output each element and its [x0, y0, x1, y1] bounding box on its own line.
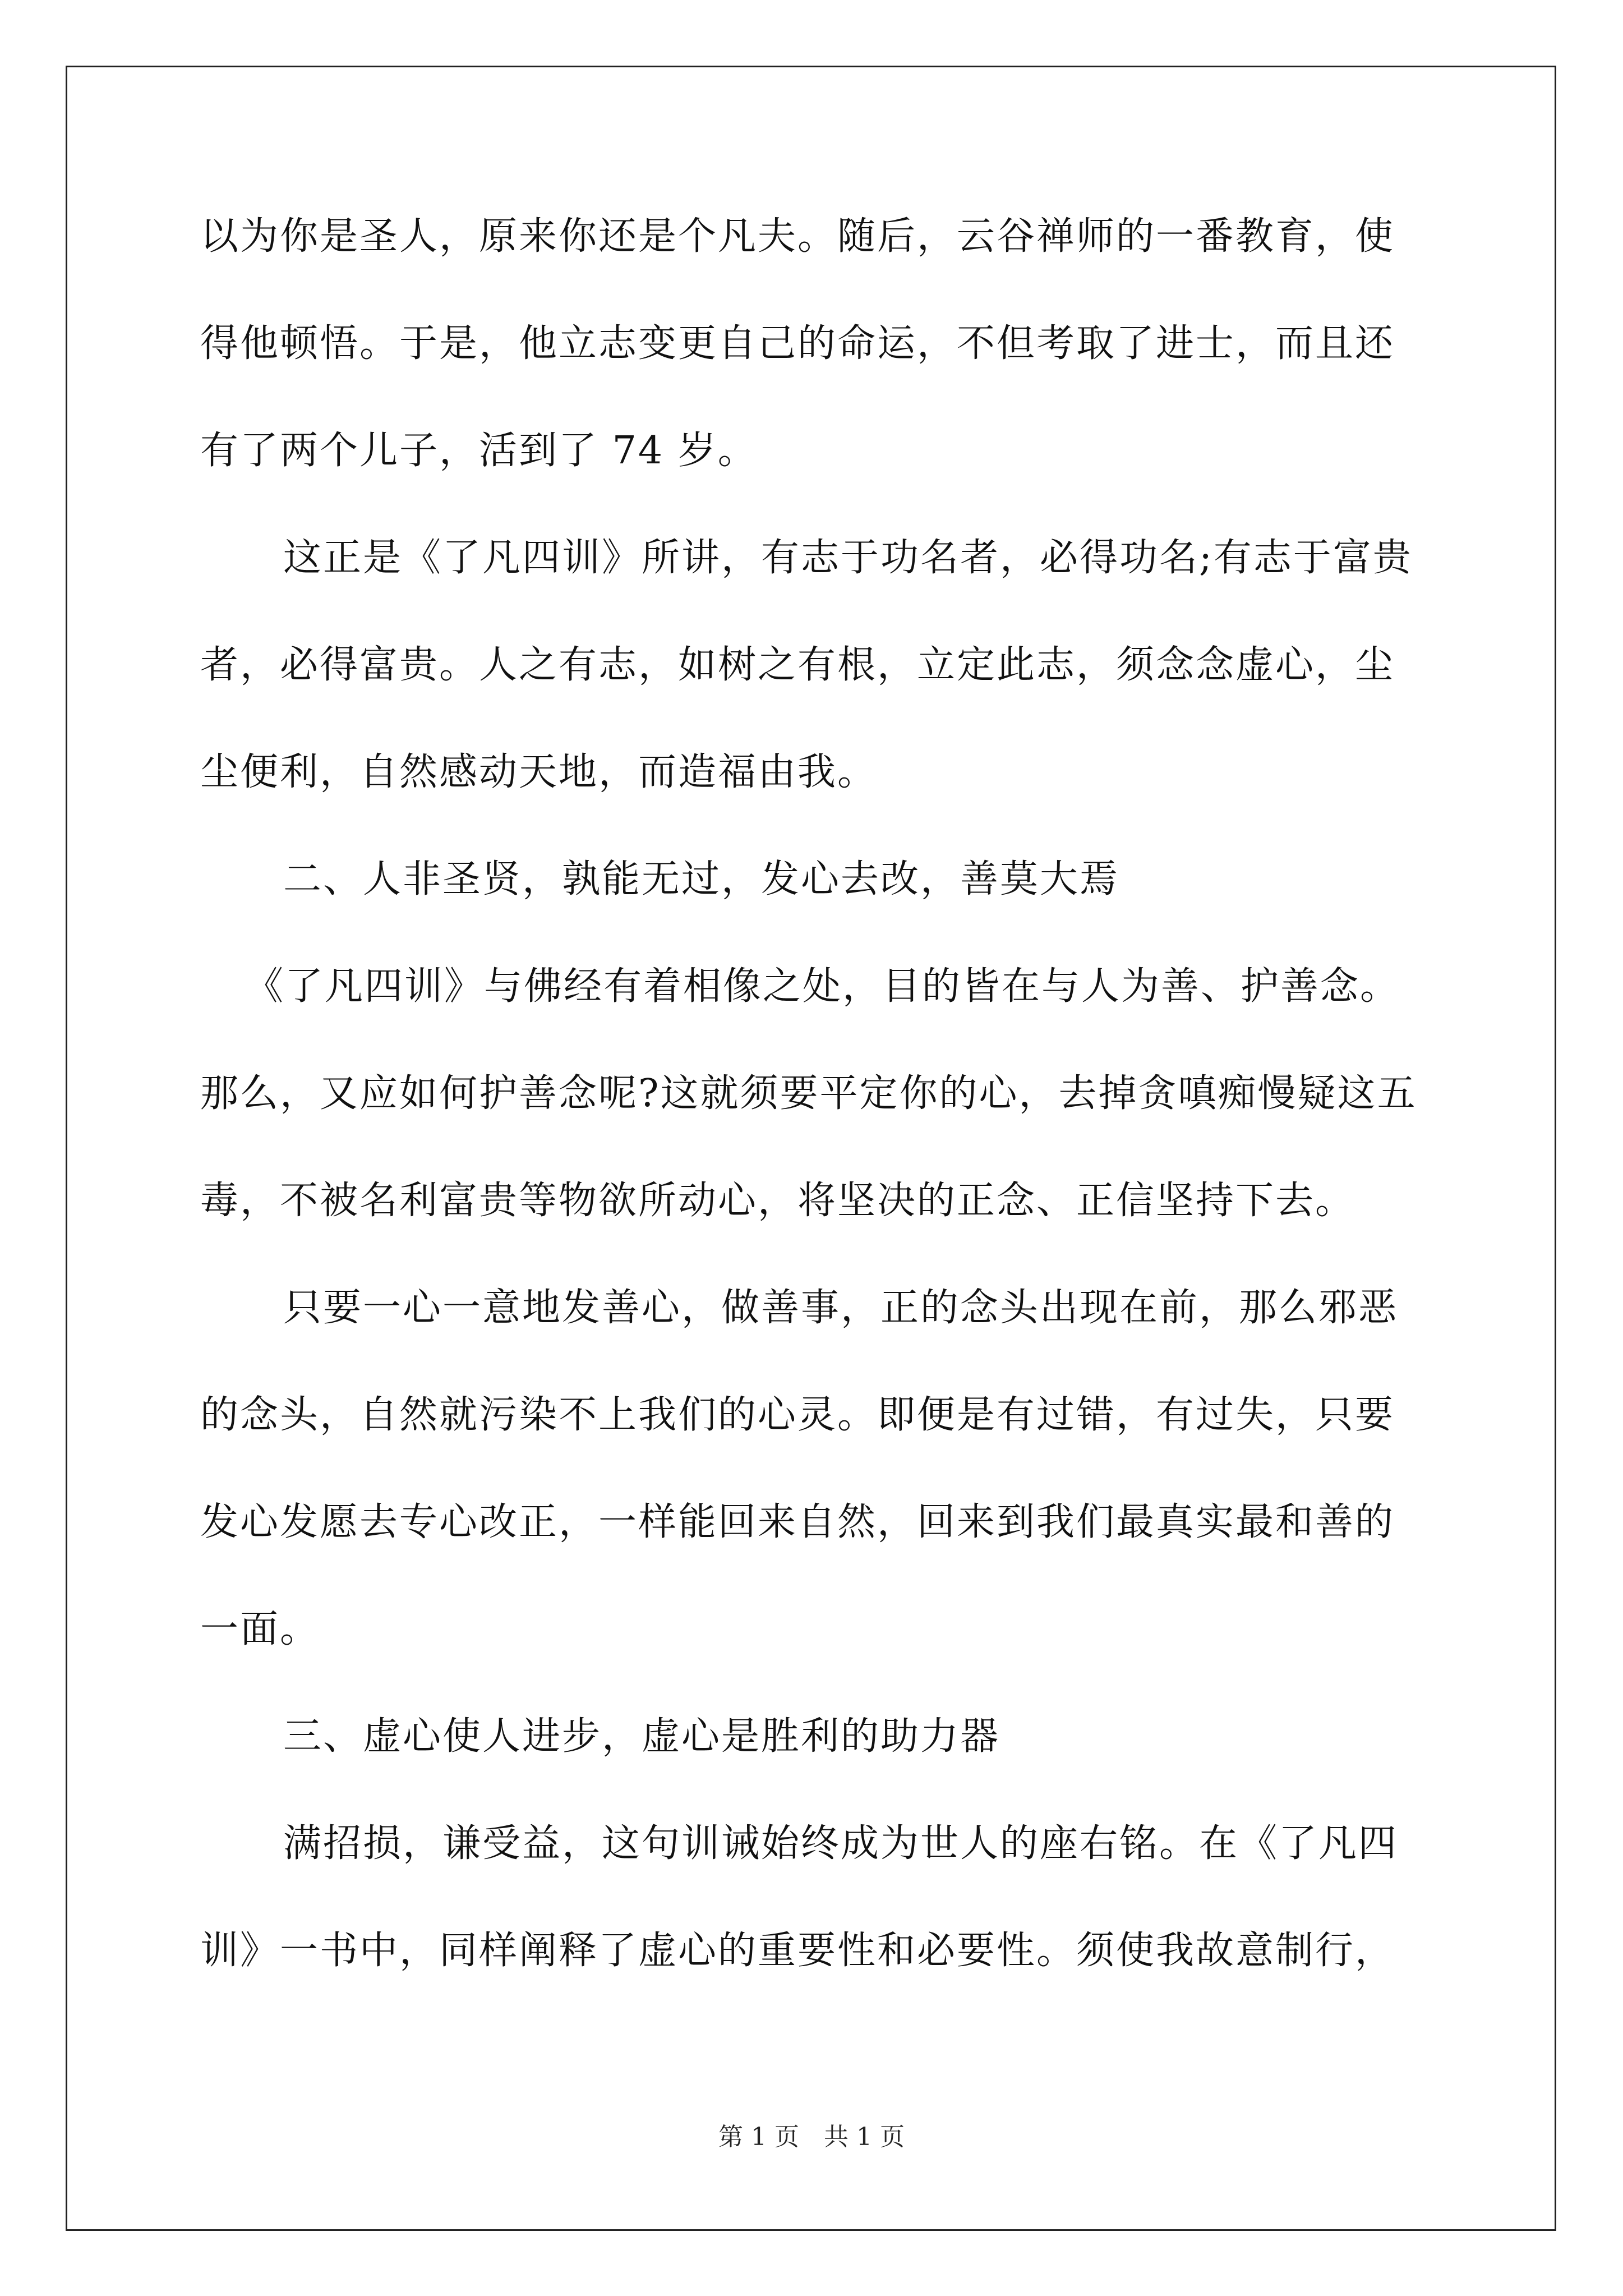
text-line: 一面。 [200, 1607, 320, 1651]
text-line: 那么，又应如何护善念呢?这就须要平定你的心，去掉贪嗔痴慢疑这五 [200, 1071, 1417, 1116]
text-line: 发心发愿去专心改正，一样能回来自然，回来到我们最真实最和善的 [200, 1500, 1395, 1544]
paragraph-first-line: 《了凡四训》与佛经有着相像之处，目的皆在与人为善、护善念。 [245, 964, 1400, 1009]
section-heading: 二、人非圣贤，孰能无过，发心去改，善莫大焉 [283, 857, 1120, 901]
text-line: 有了两个儿子，活到了 74 岁。 [200, 429, 758, 473]
text-line: 毒，不被名利富贵等物欲所动心，将坚决的正念、正信坚持下去。 [200, 1179, 1355, 1223]
text-line: 的念头，自然就污染不上我们的心灵。即便是有过错，有过失，只要 [200, 1393, 1395, 1437]
paragraph-first-line: 满招损，谦受益，这句训诫始终成为世人的座右铭。在《了凡四 [283, 1821, 1399, 1866]
text-line: 得他顿悟。于是，他立志变更自己的命运，不但考取了进士，而且还 [200, 321, 1395, 366]
paragraph-first-line: 只要一心一意地发善心，做善事，正的念头出现在前，那么邪恶 [283, 1286, 1399, 1330]
page-border [66, 66, 1556, 2231]
section-heading: 三、虚心使人进步，虚心是胜利的助力器 [283, 1714, 1000, 1759]
text-line: 以为你是圣人，原来你还是个凡夫。随后，云谷禅师的一番教育，使 [200, 214, 1395, 259]
text-line: 者，必得富贵。人之有志，如树之有根，立定此志，须念念虚心，尘 [200, 643, 1395, 687]
text-line: 尘便利，自然感动天地，而造福由我。 [200, 750, 878, 794]
page-number-footer: 第 1 页 共 1 页 [718, 2123, 905, 2151]
text-line: 训》一书中，同样阐释了虚心的重要性和必要性。须使我故意制行， [200, 1929, 1395, 1973]
paragraph-first-line: 这正是《了凡四训》所讲，有志于功名者，必得功名;有志于富贵 [283, 536, 1413, 580]
